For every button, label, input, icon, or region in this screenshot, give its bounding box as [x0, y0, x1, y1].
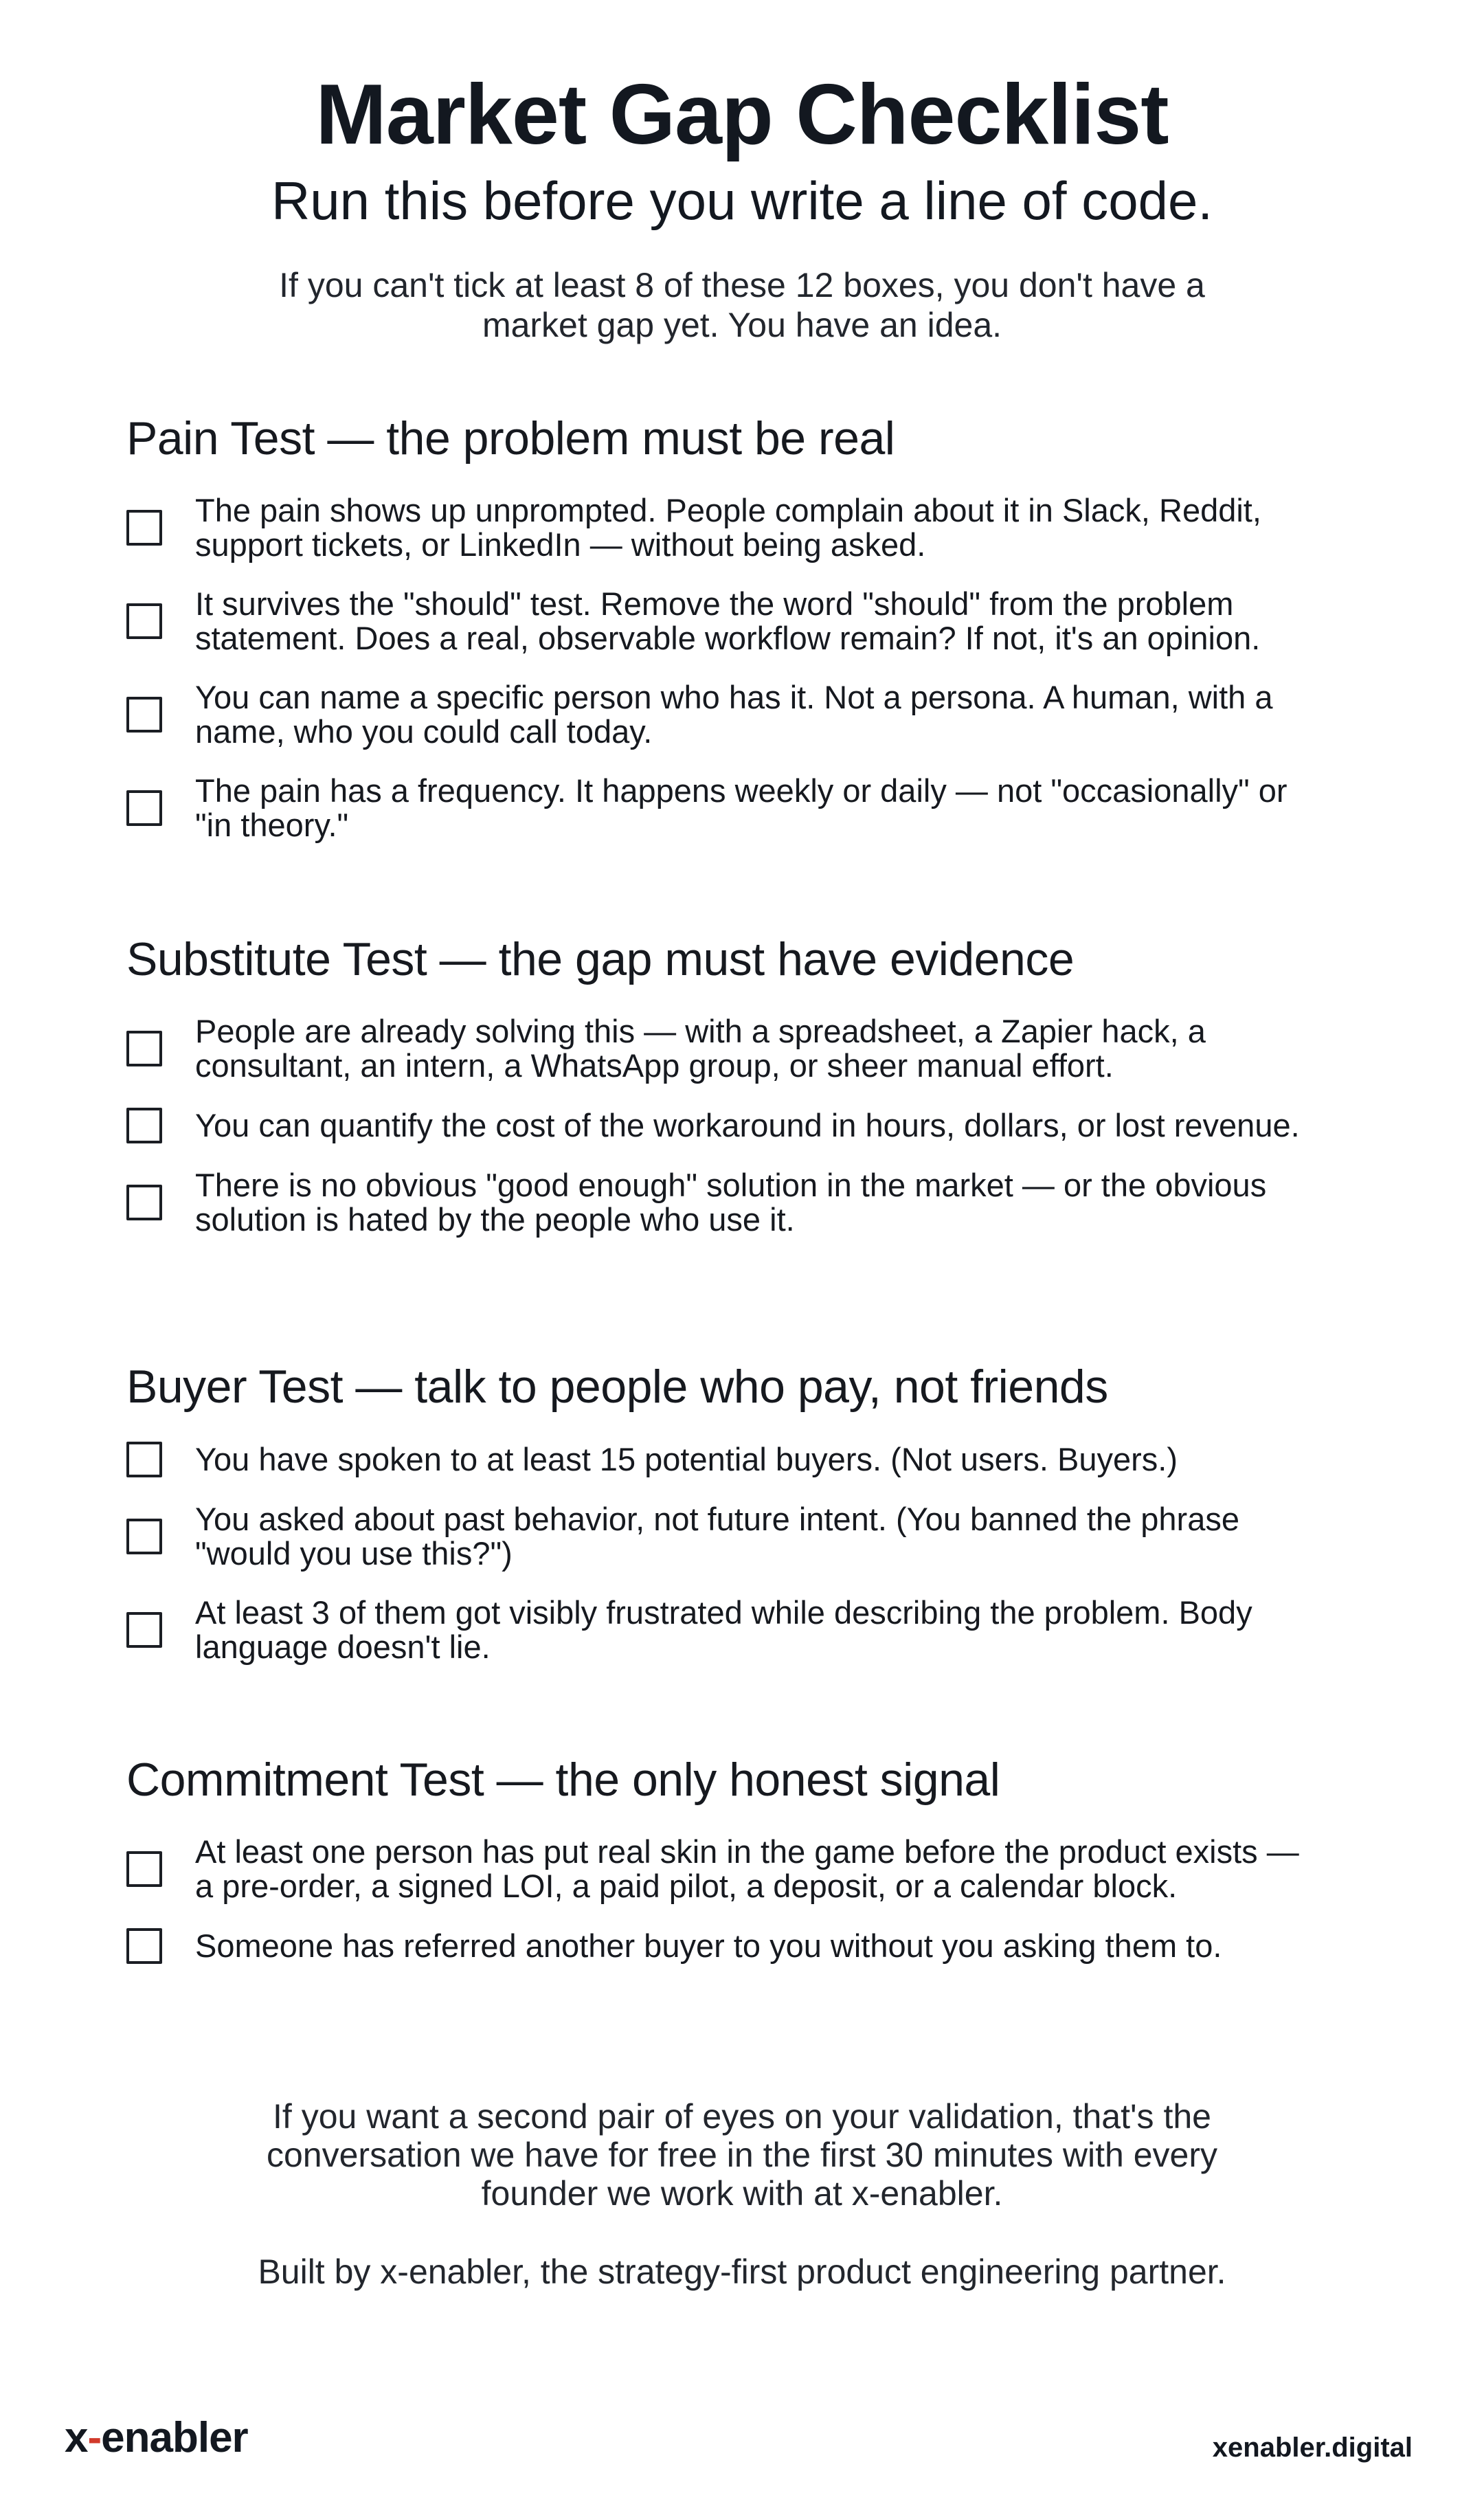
logo-rest: enabler [101, 2414, 248, 2461]
checklist-item [126, 1168, 1363, 1237]
checklist-item-text: It survives the "should" test. Remove the word "should" from the problem statement. Does a real, observable workflow remain? If not, it's an opinion. [195, 585, 1261, 656]
page-subtitle: Run this before you write a line of code. [271, 170, 1213, 231]
checklist-item-text: There is no obvious "good enough" solution in the market — or the obvious solution is hated by the people who use it. [195, 1167, 1267, 1238]
section-title: Substitute Test — the gap must have evidence [126, 933, 1075, 985]
checklist-item [126, 587, 1363, 656]
checkbox[interactable] [126, 790, 162, 826]
checkbox[interactable] [126, 1442, 162, 1477]
section-commitment-test [126, 1752, 1363, 1989]
checklist-item-text: You asked about past behavior, not future intent. (You banned the phrase "would you use this?") [195, 1501, 1239, 1572]
checklist-item [126, 680, 1363, 749]
section-title: Commitment Test — the only honest signal [126, 1754, 1000, 1806]
website-link[interactable]: xenabler.digital [1212, 2433, 1413, 2463]
checklist [126, 1442, 1363, 1664]
logo-x: x [65, 2414, 88, 2461]
section-buyer-test [126, 1359, 1363, 1689]
checklist-item [126, 1108, 1363, 1143]
checkbox[interactable] [126, 510, 162, 546]
header [0, 63, 1484, 345]
checkbox[interactable] [126, 1612, 162, 1648]
checklist-item-text: The pain shows up unprompted. People complain about it in Slack, Reddit, support tickets, or LinkedIn — without being asked. [195, 492, 1261, 563]
checkbox[interactable] [126, 1851, 162, 1887]
section-substitute-test [126, 932, 1363, 1262]
section-title: Pain Test — the problem must be real [126, 412, 895, 465]
page-title: Market Gap Checklist [315, 67, 1169, 162]
checkbox[interactable] [126, 1185, 162, 1220]
checklist-item [126, 1835, 1363, 1903]
checklist-item-text: Someone has referred another buyer to you without you asking them to. [195, 1927, 1222, 1964]
checklist-item [126, 1928, 1363, 1964]
intro-text: If you can't tick at least 8 of these 12 boxes, you don't have a market gap yet. You have an idea. [279, 266, 1205, 344]
checklist [126, 493, 1363, 842]
checkbox[interactable] [126, 697, 162, 733]
section-title: Buyer Test — talk to people who pay, not friends [126, 1361, 1108, 1413]
checklist-item [126, 1014, 1363, 1083]
footer-cta-text: If you want a second pair of eyes on your validation, that's the conversation we have for free in the first 30 minutes with every founder we work with at x-enabler. [267, 2097, 1217, 2213]
checkbox[interactable] [126, 1519, 162, 1554]
checklist-item-text: At least one person has put real skin in the game before the product exists — a pre-order, a signed LOI, a paid pilot, a deposit, or a calendar block. [195, 1833, 1299, 1904]
checklist-item [126, 774, 1363, 842]
checkbox[interactable] [126, 1108, 162, 1143]
built-by-text: Built by x-enabler, the strategy-first product engineering partner. [258, 2253, 1226, 2291]
checklist-item-text: The pain has a frequency. It happens weekly or daily — not "occasionally" or "in theory." [195, 772, 1288, 843]
checklist [126, 1014, 1363, 1237]
footer-built-by [0, 2253, 1484, 2291]
checklist-item [126, 1502, 1363, 1571]
footer-cta [0, 2097, 1484, 2213]
checklist-item-text: You can quantify the cost of the workaround in hours, dollars, or lost revenue. [195, 1107, 1300, 1143]
checkbox[interactable] [126, 1928, 162, 1964]
x-enabler-logo [65, 2413, 248, 2462]
checkbox[interactable] [126, 1031, 162, 1066]
checklist-item-text: You have spoken to at least 15 potential buyers. (Not users. Buyers.) [195, 1441, 1178, 1477]
checklist-item-text: You can name a specific person who has it. Not a persona. A human, with a name, who you could call today. [195, 679, 1273, 750]
checklist-item [126, 1442, 1363, 1477]
checkbox[interactable] [126, 603, 162, 639]
section-pain-test [126, 411, 1363, 867]
checklist-item-text: People are already solving this — with a spreadsheet, a Zapier hack, a consultant, an intern, a WhatsApp group, or sheer manual effort. [195, 1013, 1206, 1084]
checklist-item [126, 1596, 1363, 1664]
checklist-item [126, 493, 1363, 562]
checklist-item-text: At least 3 of them got visibly frustrated while describing the problem. Body language doesn't lie. [195, 1594, 1252, 1665]
checklist [126, 1835, 1363, 1964]
logo-dash: - [87, 2414, 102, 2461]
